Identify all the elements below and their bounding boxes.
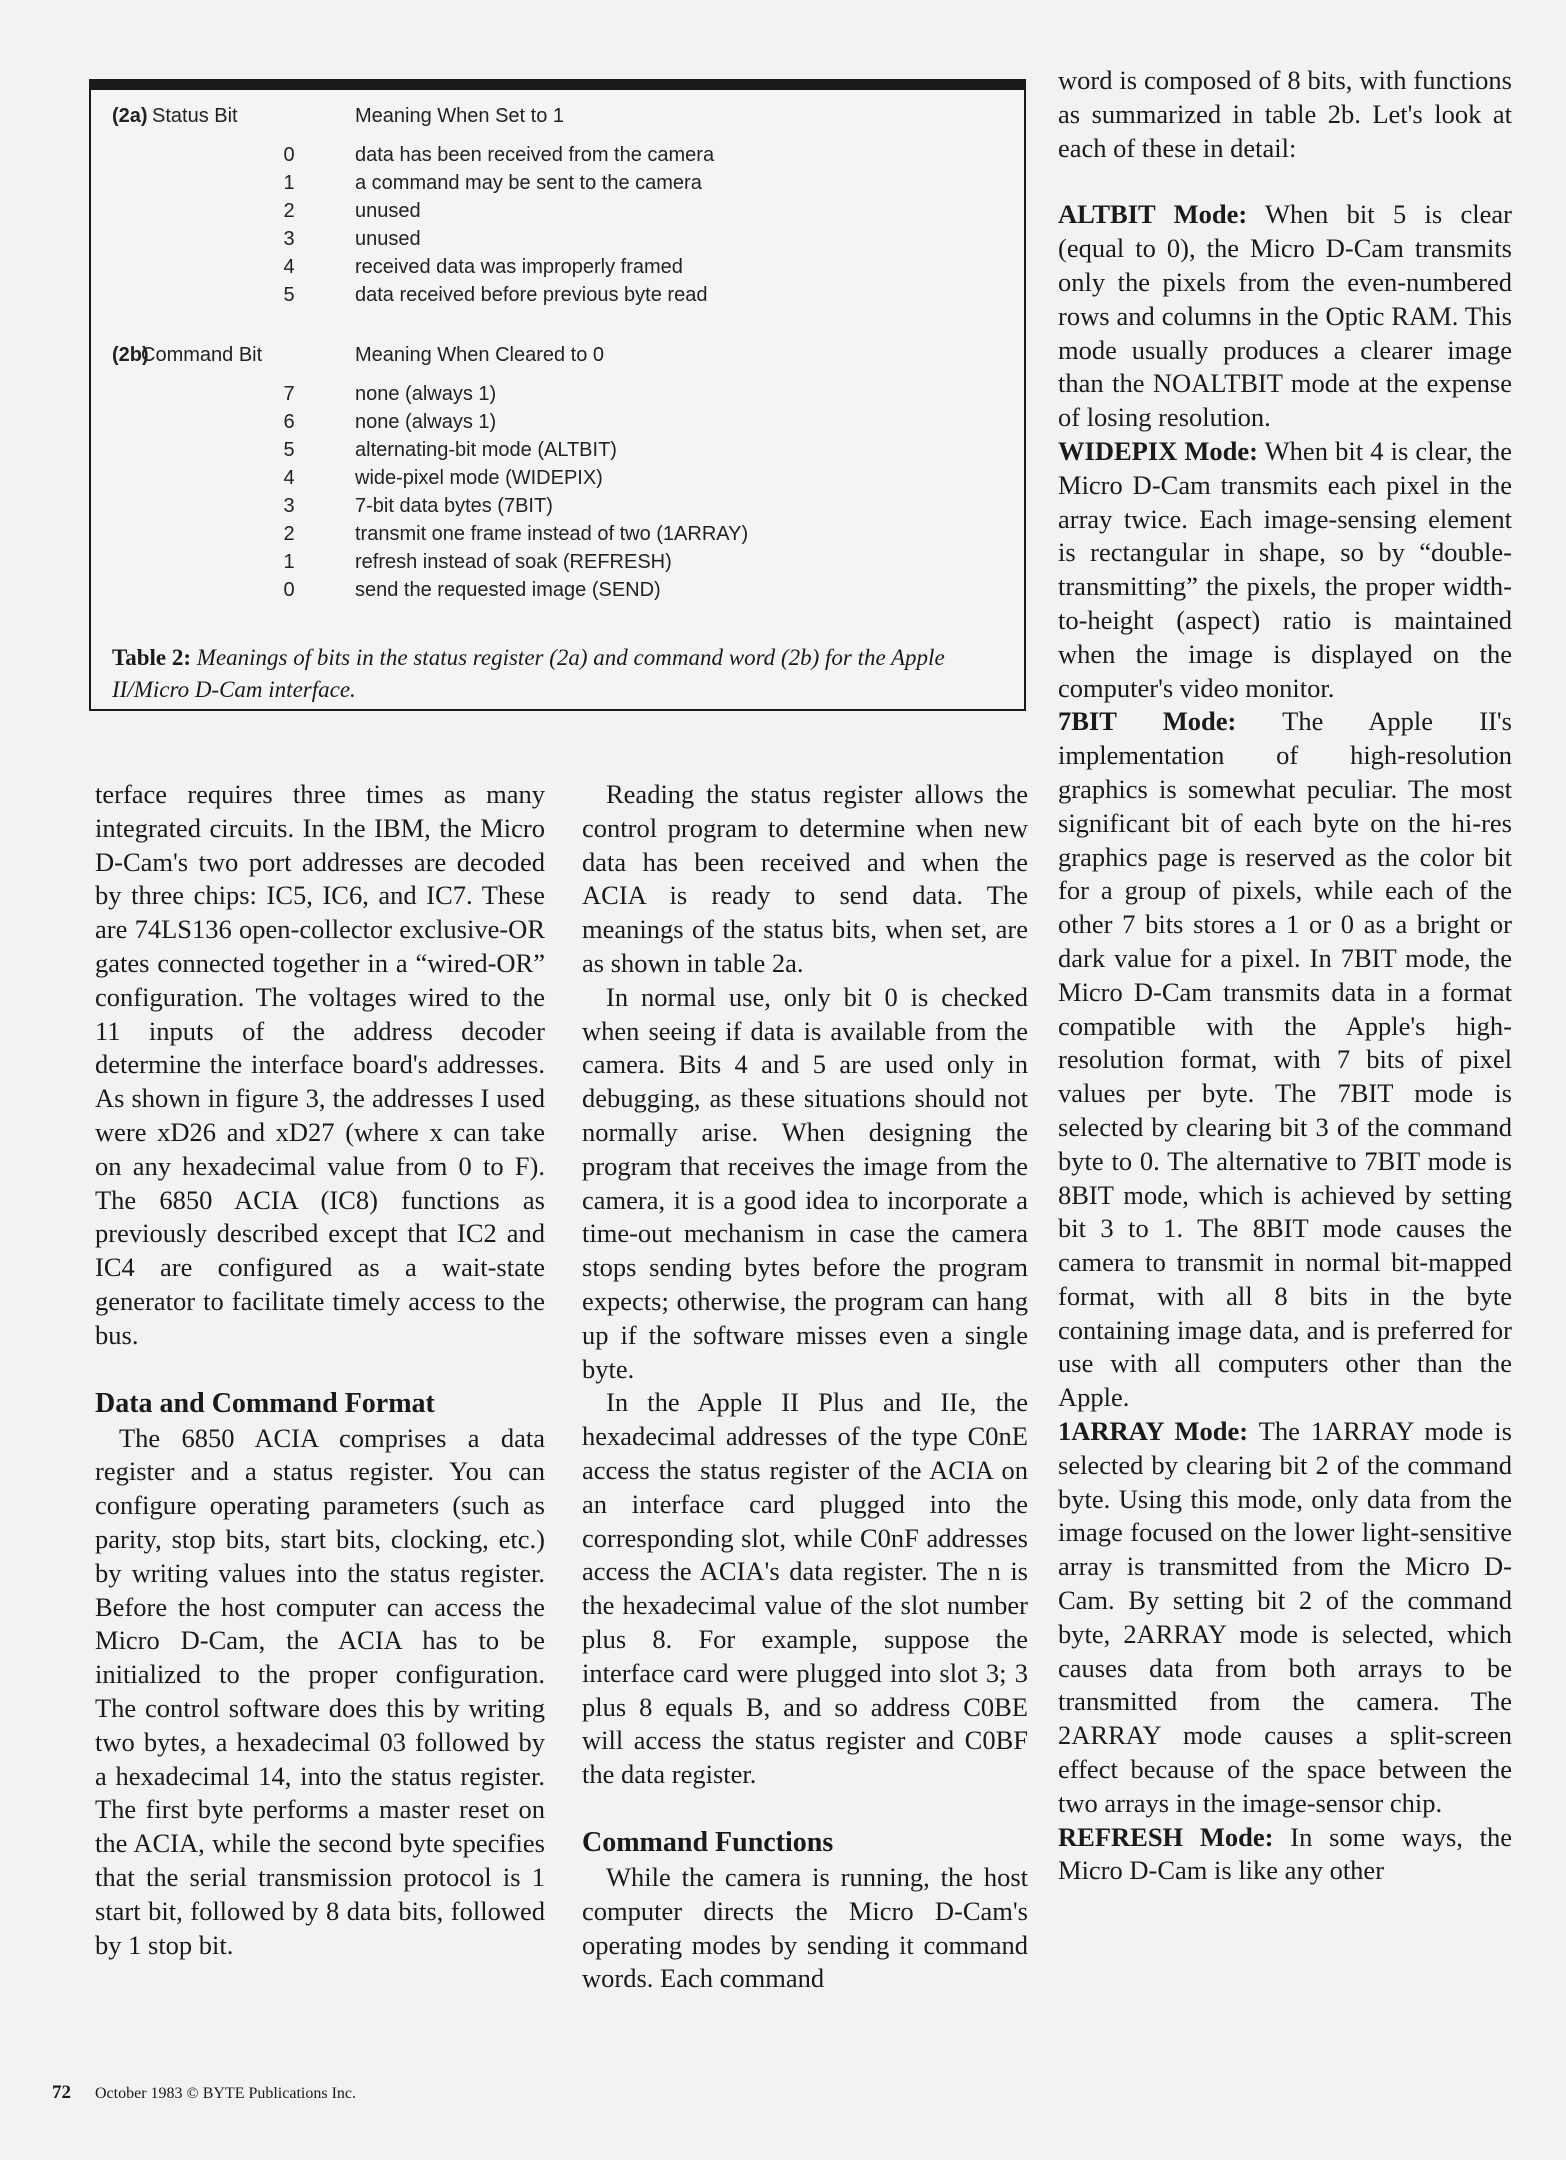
table-row: 6 none (always 1) [283,411,497,433]
table-caption [112,642,1002,706]
mode-label: ALTBIT Mode: [1058,199,1248,230]
mode-refresh: REFRESH Mode: In some ways, the Micro D-Cam is like any other [1058,1821,1513,1886]
mode-label: WIDEPIX Mode: [1058,435,1258,466]
table-2a-tag: (2a) [112,105,148,127]
section-heading-command-functions: Command Functions [582,1826,834,1858]
table-row: 2 unused [283,200,421,222]
table-2-box [89,79,1026,711]
table-row: 1 refresh instead of soak (REFRESH) [283,551,672,573]
table-row: 0 data has been received from the camera [283,144,715,166]
text-column-2 [582,778,1028,1996]
page-number: 72 [52,2082,71,2103]
text-column-1 [95,778,545,1962]
table-row: 5 data received before previous byte read [283,284,708,306]
command-bit-header: Command Bit [141,344,263,366]
paragraph: terface requires three times as many integrated circuits. In the IBM, the Micro D-Cam's two port addresses are decoded by three chips: IC5, IC6, and IC7. These are 74LS136 open-collector exclusive-OR gates connected together in a “wired-OR” configuration. The voltages wired to the 11 inputs of the address decoder determine the interface board's addresses. As shown in figure 3, the addresses I used were xD26 and xD27 (where x can take on any hexadecimal value from 0 to F). The 6850 ACIA (IC8) functions as previously described except that IC2 and IC4 are configured as a wait-state generator to facilitate timely access to the bus. [95,779,545,1350]
caption-label: Table 2: [112,645,192,670]
table-2 [91,90,1024,709]
footer-text: October 1983 © BYTE Publications Inc. [95,2085,356,2102]
mode-label: 1ARRAY Mode: [1058,1416,1249,1447]
meaning-cleared-header: Meaning When Cleared to 0 [355,344,605,366]
table-row: 2 transmit one frame instead of two (1ARRAY) [283,523,749,545]
text-column-3 [1058,64,1512,1888]
table-row: 1 a command may be sent to the camera [283,172,702,194]
section-heading-data-command-format: Data and Command Format [95,1387,435,1419]
mode-7bit: 7BIT Mode: The Apple II's implementation of high-resolution graphics is somewhat peculiar. The most significant bit of each byte on the hi-res graphics page is reserved as the color bit for a group of pixels, while each of the other 7 bits stores a 1 or 0 as a bright or dark value for a pixel. In 7BIT mode, the Micro D-Cam transmits data in a format compatible with the Apple's high-resolution format, with 7 bits of pixel values per byte. The 7BIT mode is selected by clearing bit 3 of the command byte to 0. The alternative to 7BIT mode is 8BIT mode, which is achieved by setting bit 3 to 1. The 8BIT mode causes the camera to transmit in normal bit-mapped format, with all 8 bits in the byte containing image data, and is preferred for use with all computers other than the Apple. [1058,706,1512,1413]
paragraph: In the Apple II Plus and IIe, the hexadecimal addresses of the type C0nE access the status register of the ACIA on an interface card plugged into the corresponding slot, while C0nF addresses access the ACIA's data register. The n is the hexadecimal value of the slot number plus 8. For example, suppose the interface card were plugged into slot 3; 3 plus 8 equals B, and so address C0BE will access the status register and C0BF the data register. [582,1387,1028,1790]
paragraph: In normal use, only bit 0 is checked when seeing if data is available from the camera. Bits 4 and 5 are used only in debugging, as these situations should not normally arise. When designing the program that receives the image from the camera, it is a good idea to incorporate a time-out mechanism in case the camera stops sending bytes before the program expects; otherwise, the program can hang up if the software misses even a single byte. [582,981,1028,1384]
paragraph: Reading the status register allows the control program to determine when new data has been received and when the ACIA is ready to send data. The meanings of the status bits, when set, are as shown in table 2a. [582,779,1028,978]
table-2a-header [91,105,1024,133]
paragraph: While the camera is running, the host computer directs the Micro D-Cam's operating modes by sending it command words. Each command [582,1861,1028,1994]
paragraph: word is composed of 8 bits, with functions as summarized in table 2b. Let's look at each of these in detail: [1058,65,1512,163]
table-row: 3 unused [283,228,421,250]
mode-widepix: WIDEPIX Mode: When bit 4 is clear, the Micro D-Cam transmits each pixel in the array twice. Each image-sensing element is rectangular in shape, so by “double-transmitting” the pixels, the proper width-to-height (aspect) ratio is maintained when the image is displayed on the computer's video monitor. [1058,435,1512,703]
caption-text: Meanings of bits in the status register (2a) and command word (2b) for the Apple II/Micro D-Cam interface. [112,645,945,702]
meaning-set-header: Meaning When Set to 1 [355,105,565,127]
mode-label: 7BIT Mode: [1058,706,1237,737]
paragraph: The 6850 ACIA comprises a data register and a status register. You can configure operating parameters (such as parity, stop bits, start bits, clocking, etc.) by writing values into the status register. Before the host computer can access the Micro D-Cam, the ACIA has to be initialized to the proper configuration. The control software does this by writing two bytes, a hexadecimal 03 followed by a hexadecimal 14, into the status register. The first byte performs a master reset on the ACIA, while the second byte specifies that the serial transmission protocol is 1 start bit, followed by 8 data bits, followed by 1 stop bit. [95,1422,545,1960]
table-row: 5 alternating-bit mode (ALTBIT) [283,439,617,461]
mode-1array: 1ARRAY Mode: The 1ARRAY mode is selected by clearing bit 2 of the command byte. Using this mode, only data from the image focused on the lower light-sensitive array is transmitted from the Micro D-Cam. By setting bit 2 of the command byte, 2ARRAY mode is selected, which causes data from both arrays to be transmitted from the camera. The 2ARRAY mode causes a split-screen effect because of the space between the two arrays in the image-sensor chip. [1058,1416,1512,1818]
table-row: 7 none (always 1) [283,383,497,405]
table-2b-header [91,344,1024,372]
status-bit-header: Status Bit [152,105,238,127]
page-footer [52,2082,356,2104]
table-2b-tag: (2b) [112,344,149,366]
mode-label: REFRESH Mode: [1058,1821,1274,1852]
mode-altbit: ALTBIT Mode: When bit 5 is clear (equal to 0), the Micro D-Cam transmits only the pixels from the even-numbered rows and columns in the Optic RAM. This mode usually produces a clearer image than the NOALTBIT mode at the expense of losing resolution. [1058,199,1513,433]
table-row: 3 7-bit data bytes (7BIT) [283,495,553,517]
table-row: 0 send the requested image (SEND) [283,579,661,601]
table-row: 4 received data was improperly framed [283,256,683,278]
table-row: 4 wide-pixel mode (WIDEPIX) [283,467,603,489]
